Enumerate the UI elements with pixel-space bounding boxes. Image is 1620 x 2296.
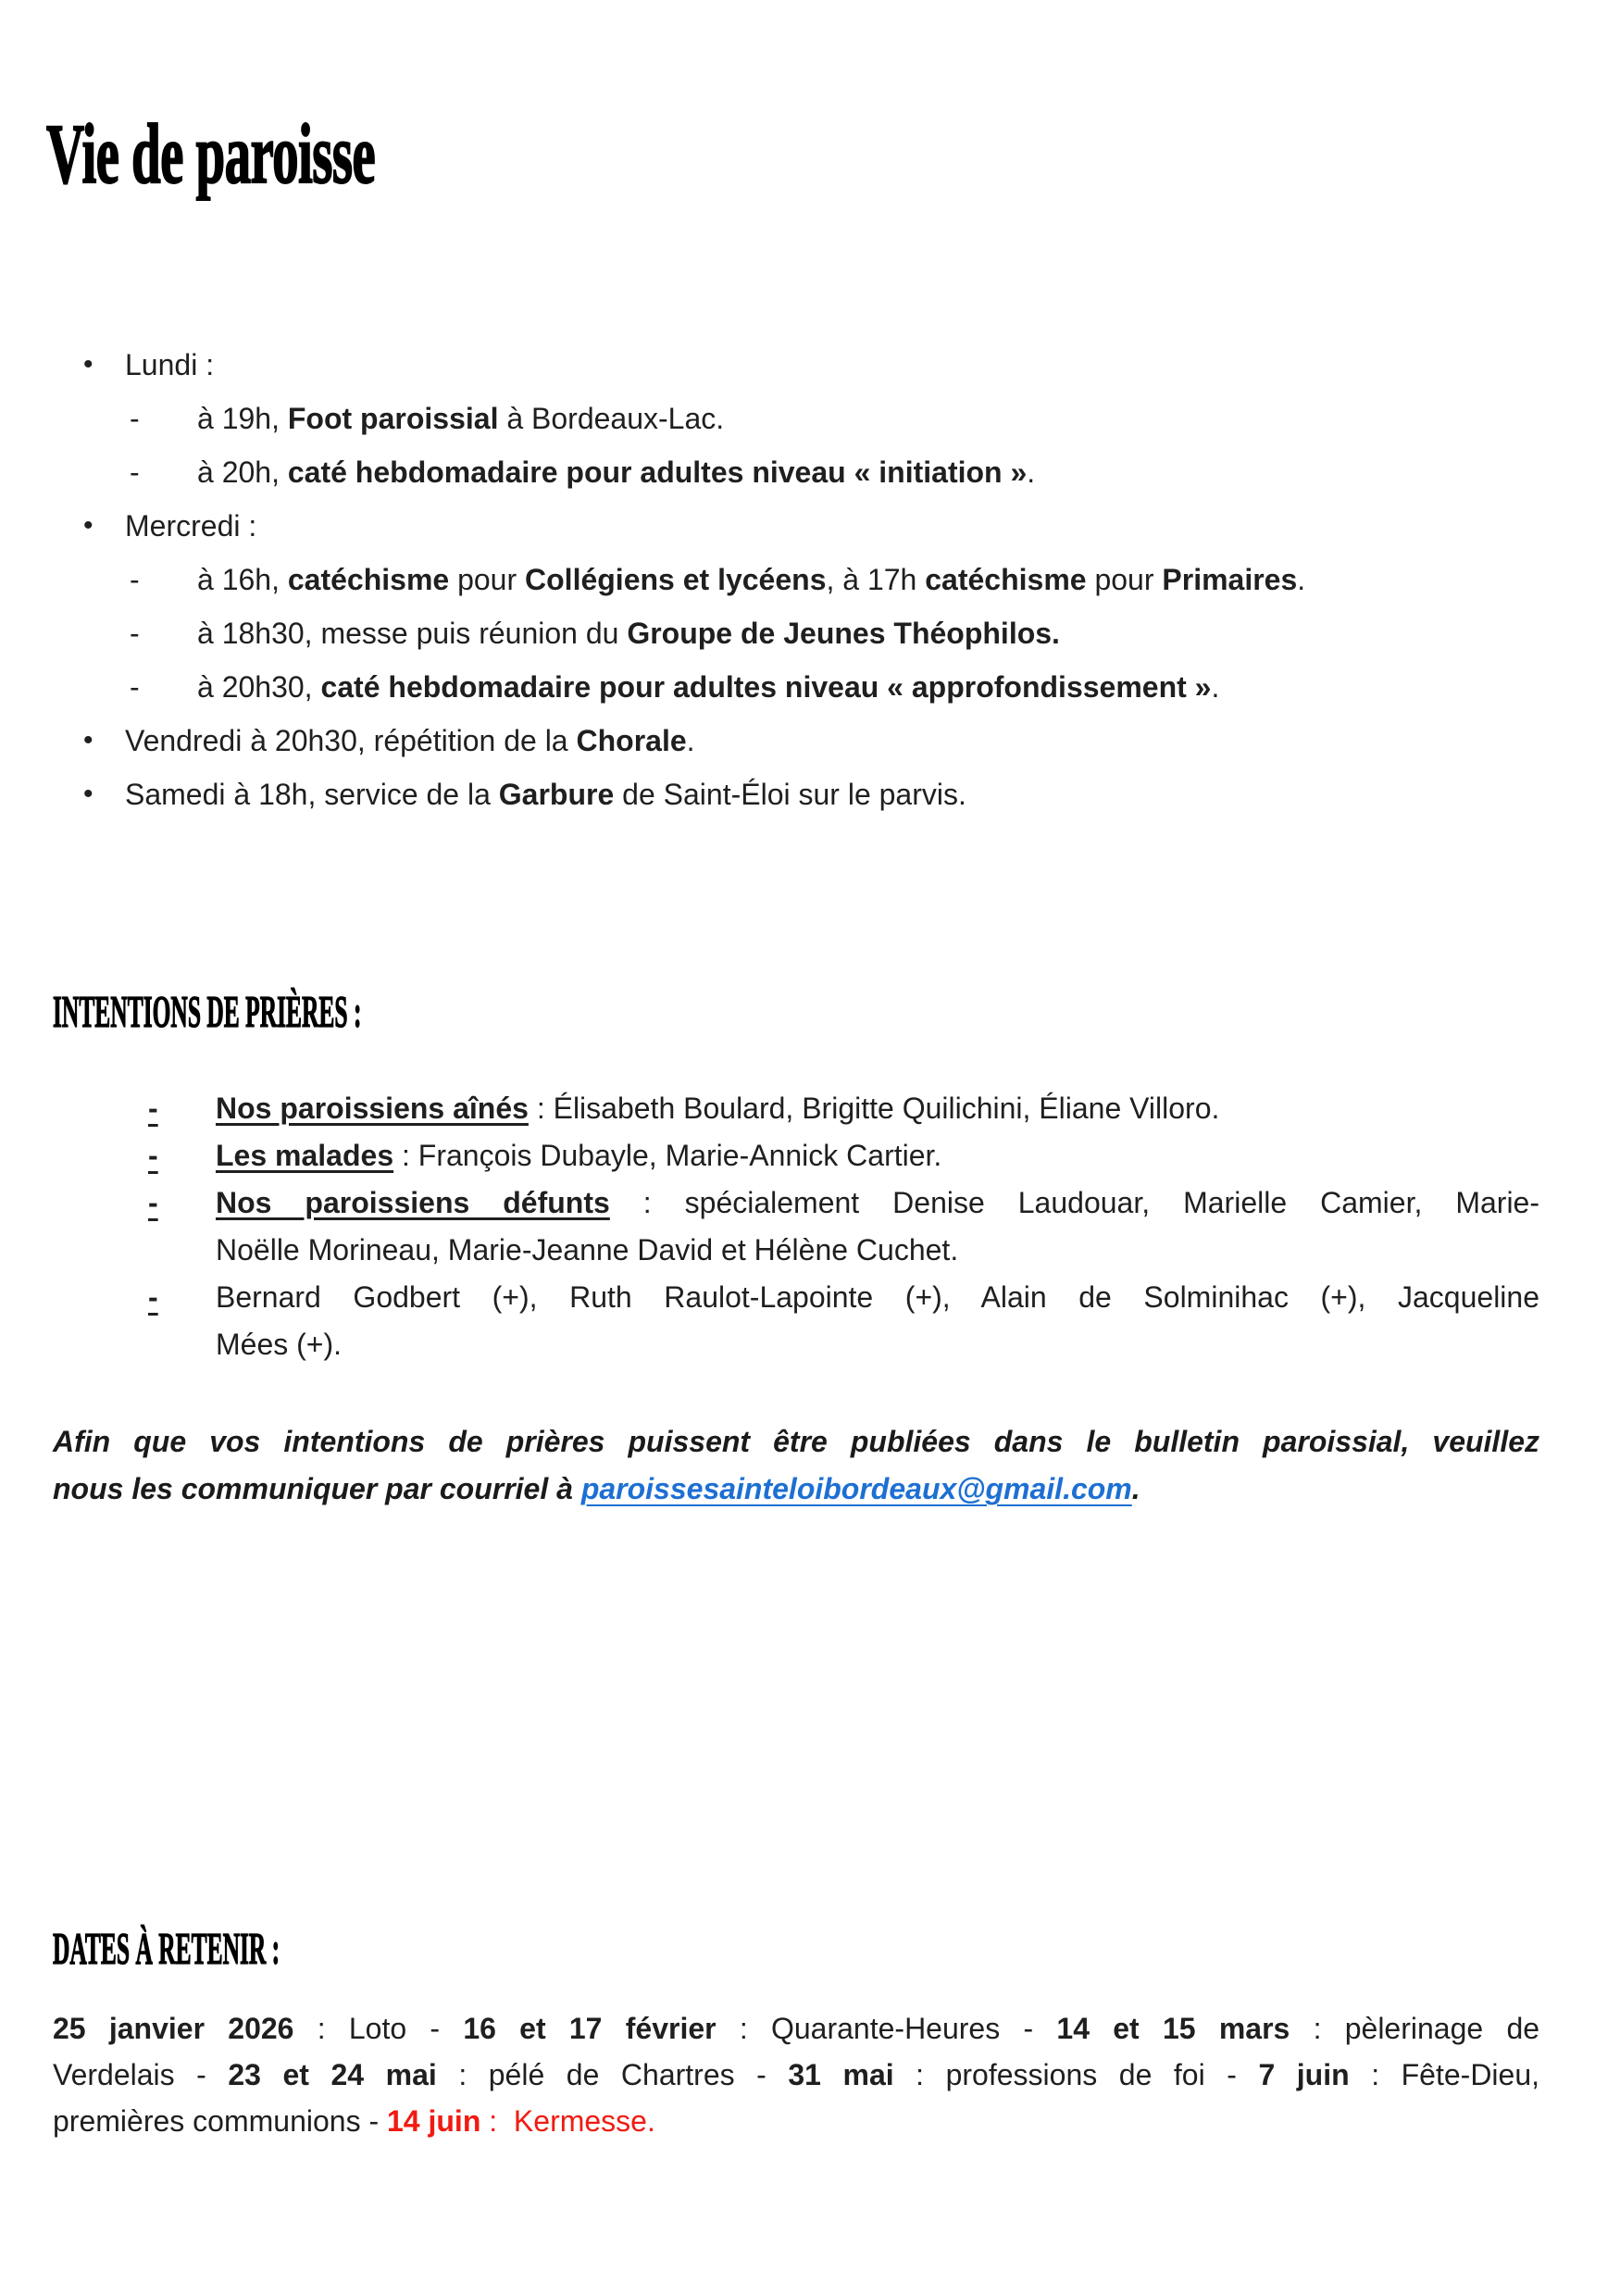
schedule-item bbox=[53, 553, 1552, 606]
dates-line bbox=[53, 2098, 1539, 2144]
text-segment: pour bbox=[449, 563, 526, 596]
prayer-note bbox=[53, 1418, 1539, 1513]
text-segment: : pélé de Chartres - bbox=[436, 2058, 789, 2091]
dash-marker: - bbox=[130, 455, 140, 489]
text-segment: Nos paroissiens défunts bbox=[216, 1186, 610, 1219]
text-segment: Foot paroissial bbox=[287, 402, 499, 435]
schedule-item bbox=[53, 445, 1552, 499]
bullet-marker: • bbox=[83, 510, 93, 541]
text-segment: Verdelais - bbox=[53, 2058, 229, 2091]
text-segment: Chorale bbox=[576, 724, 687, 757]
dash-marker: - bbox=[148, 1186, 158, 1219]
text-segment: 7 juin bbox=[1258, 2058, 1350, 2091]
dash-marker: - bbox=[148, 1280, 158, 1314]
text-segment: : François Dubayle, Marie-Annick Cartier. bbox=[393, 1139, 942, 1172]
text-segment: Les malades bbox=[216, 1139, 394, 1172]
page-title: Vie de paroisse bbox=[46, 106, 376, 201]
text-segment: à Bordeaux-Lac. bbox=[498, 402, 725, 435]
text-segment: Garbure bbox=[498, 778, 615, 811]
schedule-item bbox=[53, 338, 1552, 392]
text-segment: : spécialement Denise Laudouar, Marielle Camier, Marie- bbox=[609, 1186, 1540, 1219]
dash-marker: - bbox=[130, 617, 140, 650]
text-segment: 14 juin bbox=[387, 2104, 481, 2138]
text-segment: . bbox=[686, 724, 695, 757]
intentions-line bbox=[53, 1132, 1539, 1179]
bullet-marker: • bbox=[83, 779, 93, 809]
note-line bbox=[53, 1466, 1539, 1513]
dates-heading: DATES À RETENIR : bbox=[53, 1923, 280, 1974]
intentions-line bbox=[53, 1321, 1539, 1368]
text-segment: 31 mai bbox=[788, 2058, 894, 2091]
text-segment: catéchisme bbox=[925, 563, 1087, 596]
dates-line bbox=[53, 2005, 1539, 2052]
intentions-list bbox=[53, 1085, 1539, 1368]
text-segment: caté hebdomadaire pour adultes niveau « initiation » bbox=[287, 455, 1028, 489]
text-segment: nous les communiquer par courriel à bbox=[53, 1472, 581, 1505]
schedule-list bbox=[53, 338, 1552, 821]
text-segment: Collégiens et lycéens bbox=[525, 563, 827, 596]
text-segment: à 18h30, messe puis réunion du bbox=[197, 617, 628, 650]
text-segment: à 19h, bbox=[197, 402, 288, 435]
text-segment: Mercredi : bbox=[125, 509, 257, 543]
schedule-item bbox=[53, 660, 1552, 714]
text-segment: . bbox=[1297, 563, 1306, 596]
text-segment: : Loto - bbox=[293, 2012, 464, 2045]
text-segment: Mées (+). bbox=[216, 1328, 343, 1361]
text-segment: Afin que vos intentions de prières puissent être publiées dans le bulletin paroissial, veuillez bbox=[53, 1425, 1539, 1458]
email-link[interactable]: paroissesainteloibordeaux@gmail.com bbox=[580, 1472, 1132, 1505]
schedule-item bbox=[53, 606, 1552, 660]
text-segment: à 20h, bbox=[197, 455, 288, 489]
dash-marker: - bbox=[148, 1092, 158, 1125]
intentions-line bbox=[53, 1179, 1539, 1227]
text-segment: . bbox=[1131, 1472, 1140, 1505]
text-segment: : Kermesse. bbox=[480, 2104, 655, 2138]
text-segment: : Quarante-Heures - bbox=[716, 2012, 1057, 2045]
dates-paragraph bbox=[53, 2005, 1539, 2144]
text-segment: : pèlerinage de bbox=[1290, 2012, 1540, 2045]
text-segment: de Saint-Éloi sur le parvis. bbox=[614, 778, 966, 811]
text-segment: 25 janvier 2026 bbox=[53, 2012, 294, 2045]
bullet-marker: • bbox=[83, 725, 93, 755]
intentions-line bbox=[53, 1227, 1539, 1274]
text-segment: : professions de foi - bbox=[893, 2058, 1259, 2091]
text-segment: Vendredi à 20h30, répétition de la bbox=[125, 724, 577, 757]
text-segment: Lundi : bbox=[125, 348, 215, 381]
text-segment: , à 17h bbox=[826, 563, 926, 596]
intentions-line bbox=[53, 1085, 1539, 1132]
intentions-line bbox=[53, 1274, 1539, 1321]
text-segment: premières communions - bbox=[53, 2104, 387, 2138]
text-segment: Samedi à 18h, service de la bbox=[125, 778, 499, 811]
text-segment: à 16h, bbox=[197, 563, 288, 596]
text-segment: caté hebdomadaire pour adultes niveau « approfondissement » bbox=[320, 670, 1212, 704]
text-segment: 14 et 15 mars bbox=[1056, 2012, 1290, 2045]
dash-marker: - bbox=[148, 1139, 158, 1172]
text-segment: catéchisme bbox=[287, 563, 450, 596]
schedule-item bbox=[53, 499, 1552, 553]
bullet-marker: • bbox=[83, 349, 93, 380]
text-segment: Nos paroissiens aînés bbox=[216, 1092, 529, 1125]
schedule-item bbox=[53, 392, 1552, 445]
dash-marker: - bbox=[130, 670, 140, 704]
text-segment: . bbox=[1027, 455, 1036, 489]
text-segment: : Élisabeth Boulard, Brigitte Quilichini, Éliane Villoro. bbox=[528, 1092, 1220, 1125]
text-segment: à 20h30, bbox=[197, 670, 321, 704]
dash-marker: - bbox=[130, 563, 140, 596]
text-segment: Primaires bbox=[1162, 563, 1298, 596]
schedule-item bbox=[53, 767, 1552, 821]
intentions-heading: INTENTIONS DE PRIÈRES : bbox=[53, 986, 362, 1037]
text-segment: Groupe de Jeunes Théophilos. bbox=[627, 617, 1060, 650]
text-segment: Noëlle Morineau, Marie-Jeanne David et Hélène Cuchet. bbox=[216, 1233, 959, 1267]
text-segment: 16 et 17 février bbox=[463, 2012, 717, 2045]
text-segment: pour bbox=[1086, 563, 1163, 596]
text-segment: Bernard Godbert (+), Ruth Raulot-Lapointe (+), Alain de Solminihac (+), Jacqueline bbox=[216, 1280, 1539, 1314]
schedule-item bbox=[53, 714, 1552, 767]
text-segment: 23 et 24 mai bbox=[228, 2058, 437, 2091]
dash-marker: - bbox=[130, 402, 140, 435]
text-segment: : Fête-Dieu, bbox=[1349, 2058, 1540, 2091]
dates-line bbox=[53, 2052, 1539, 2098]
text-segment: . bbox=[1211, 670, 1220, 704]
note-line bbox=[53, 1418, 1539, 1466]
